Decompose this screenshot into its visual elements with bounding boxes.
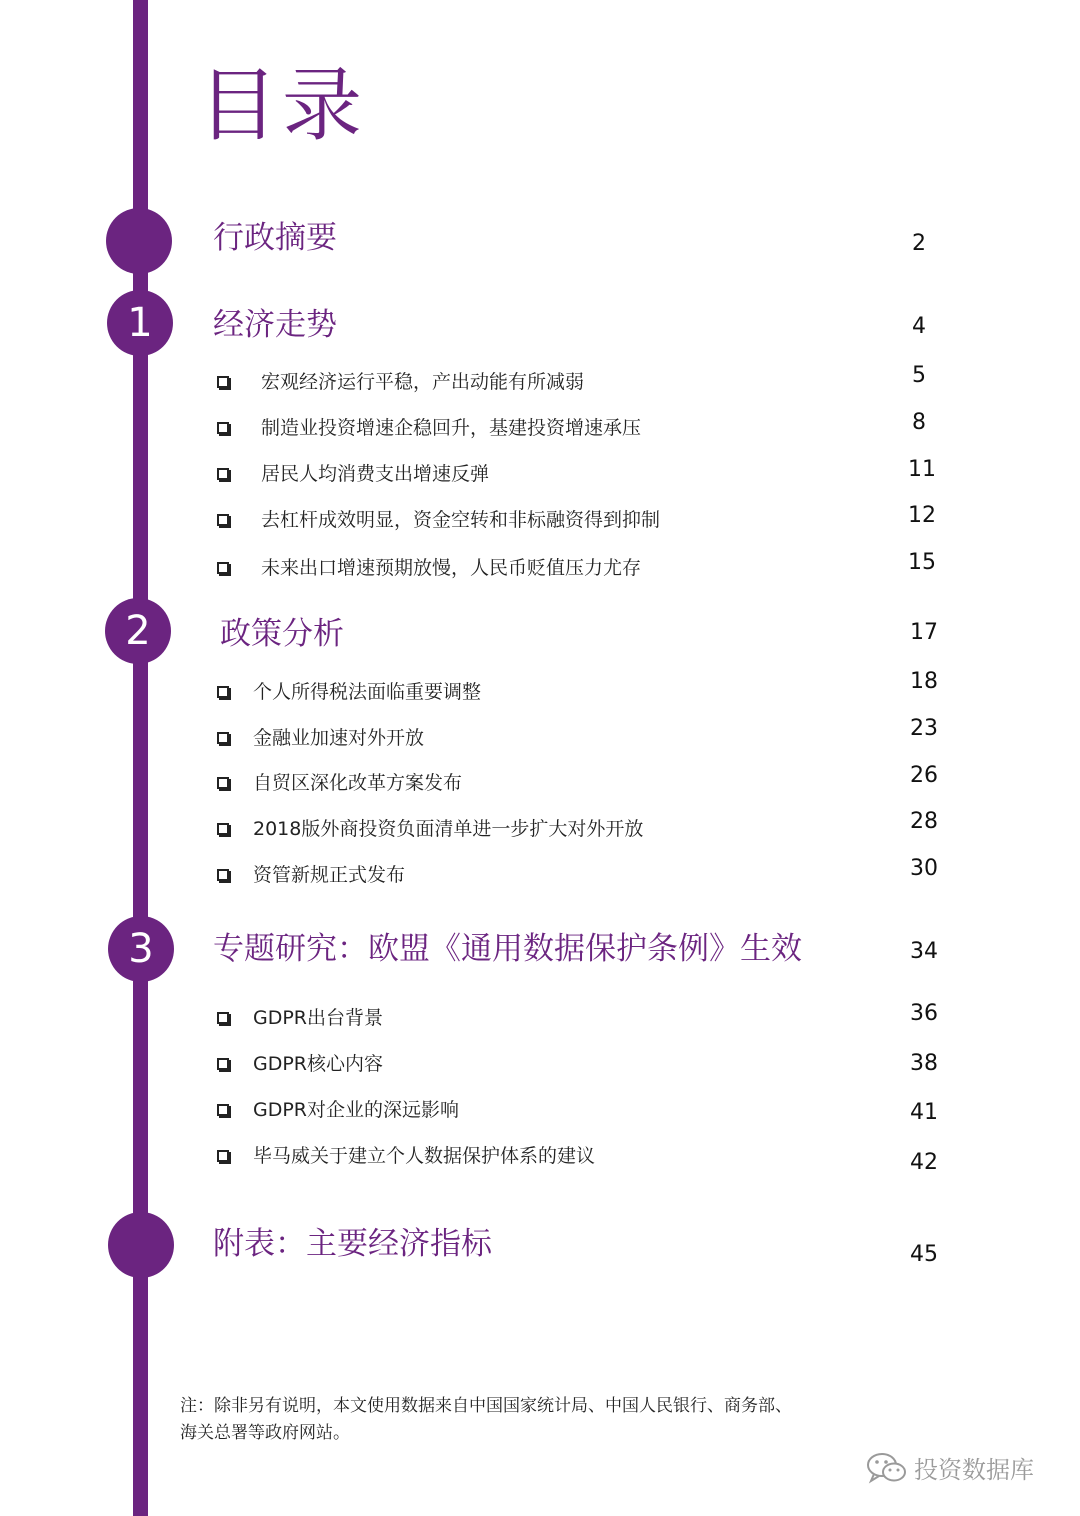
toc-item[interactable]: 金融业加速对外开放	[253, 727, 425, 749]
checkbox-icon	[217, 468, 229, 480]
toc-item-page: 28	[910, 809, 938, 834]
toc-item[interactable]: GDPR对企业的深远影响	[253, 1099, 460, 1121]
checkbox-icon	[217, 562, 229, 574]
section-title-1[interactable]: 经济走势	[213, 307, 337, 343]
checkbox-icon	[217, 686, 229, 698]
section-marker-appendix	[108, 1212, 174, 1278]
section-marker-2	[105, 598, 171, 664]
section-marker-1	[107, 290, 173, 356]
toc-item-page: 42	[910, 1150, 938, 1175]
checkbox-icon	[217, 732, 229, 744]
section-page-appendix: 45	[910, 1242, 938, 1267]
toc-item[interactable]: GDPR出台背景	[253, 1007, 384, 1029]
toc-item-page: 5	[912, 363, 926, 388]
toc-item[interactable]: 未来出口增速预期放慢，人民币贬值压力尤存	[261, 557, 642, 579]
toc-item-page: 12	[908, 503, 936, 528]
toc-item-page: 26	[910, 763, 938, 788]
toc-item[interactable]: 资管新规正式发布	[253, 864, 406, 886]
section-title-exec-summary[interactable]: 行政摘要	[213, 220, 337, 256]
toc-item[interactable]: 自贸区深化改革方案发布	[253, 772, 463, 794]
toc-item-page: 23	[910, 716, 938, 741]
checkbox-icon	[217, 1150, 229, 1162]
toc-item-page: 11	[908, 457, 936, 482]
toc-item[interactable]: 毕马威关于建立个人数据保护体系的建议	[253, 1145, 596, 1167]
checkbox-icon	[217, 823, 229, 835]
toc-item-page: 30	[910, 856, 938, 881]
watermark-text: 投资数据库	[914, 1456, 1034, 1484]
toc-item-page: 15	[908, 550, 936, 575]
toc-item-page: 36	[910, 1001, 938, 1026]
toc-item[interactable]: 个人所得税法面临重要调整	[253, 681, 482, 703]
section-page-exec-summary: 2	[912, 231, 926, 256]
toc-item[interactable]: GDPR核心内容	[253, 1053, 384, 1075]
checkbox-icon	[217, 514, 229, 526]
section-page-2: 17	[910, 620, 938, 645]
section-marker-3	[108, 916, 174, 982]
checkbox-icon	[217, 869, 229, 881]
section-page-1: 4	[912, 314, 926, 339]
toc-item-page: 18	[910, 669, 938, 694]
toc-item-page: 8	[912, 410, 926, 435]
checkbox-icon	[217, 422, 229, 434]
section-marker-exec-summary	[106, 208, 172, 274]
checkbox-icon	[217, 777, 229, 789]
footnote-line-2: 海关总署等政府网站。	[180, 1423, 350, 1443]
toc-item[interactable]: 2018版外商投资负面清单进一步扩大对外开放	[253, 818, 644, 840]
section-number-1: 1	[127, 300, 153, 346]
checkbox-icon	[217, 1058, 229, 1070]
toc-item[interactable]: 居民人均消费支出增速反弹	[261, 463, 490, 485]
watermark	[866, 1450, 1034, 1485]
section-title-2[interactable]: 政策分析	[220, 616, 344, 652]
section-number-3: 3	[128, 926, 154, 972]
toc-item[interactable]: 宏观经济运行平稳，产出动能有所减弱	[261, 371, 585, 393]
toc-item[interactable]: 去杠杆成效明显，资金空转和非标融资得到抑制	[261, 509, 661, 531]
wechat-icon	[866, 1451, 908, 1485]
section-title-3[interactable]: 专题研究：欧盟《通用数据保护条例》生效	[213, 931, 802, 967]
section-number-2: 2	[125, 608, 151, 654]
toc-item-page: 38	[910, 1051, 938, 1076]
checkbox-icon	[217, 1012, 229, 1024]
checkbox-icon	[217, 376, 229, 388]
toc-item-page: 41	[910, 1100, 938, 1125]
checkbox-icon	[217, 1104, 229, 1116]
toc-item[interactable]: 制造业投资增速企稳回升，基建投资增速承压	[261, 417, 642, 439]
page-title: 目录	[198, 59, 366, 152]
footnote-line-1: 注：除非另有说明，本文使用数据来自中国国家统计局、中国人民银行、商务部、	[180, 1396, 792, 1416]
section-title-appendix[interactable]: 附表：主要经济指标	[213, 1226, 492, 1262]
section-page-3: 34	[910, 939, 938, 964]
footnote	[180, 1393, 792, 1447]
